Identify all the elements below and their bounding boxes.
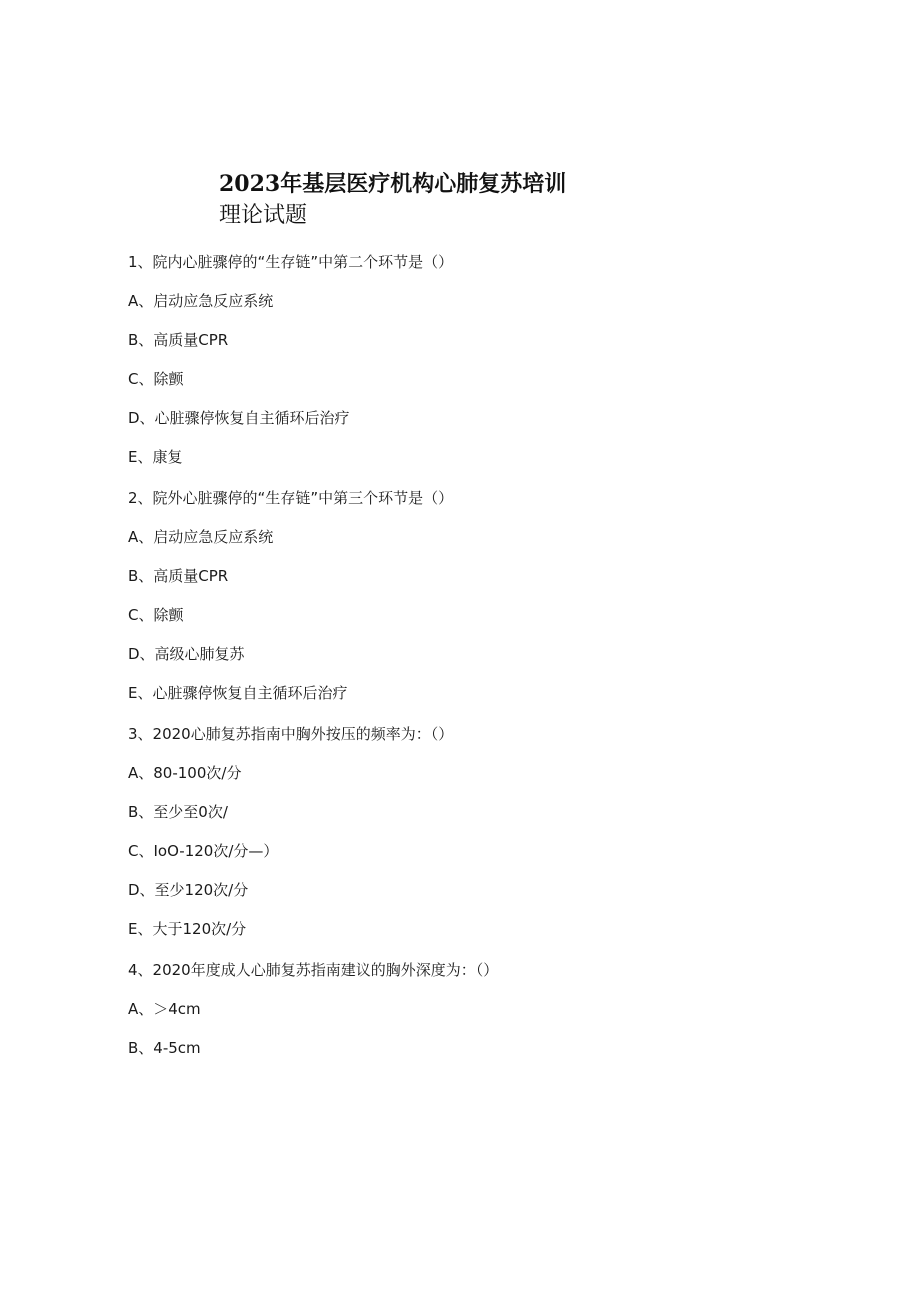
question-3 (128, 724, 828, 939)
title-line-1: 2023年基层医疗机构心肺复苏培训 (219, 171, 567, 197)
answer-option-b: B、4-5cm (128, 1039, 201, 1057)
answer-option-b: B、高质量CPR (128, 331, 229, 349)
question-stem: 1、院内心脏骤停的“生存链”中第二个环节是（） (128, 253, 454, 271)
question-list (128, 252, 828, 1079)
document-title (219, 168, 599, 232)
question-1 (128, 252, 828, 467)
question-stem: 4、2020年度成人心肺复苏指南建议的胸外深度为：（） (128, 961, 499, 979)
question-2 (128, 488, 828, 703)
answer-option-d: D、高级心肺复苏 (128, 645, 245, 663)
answer-option-c: C、IoO-120次/分—） (128, 842, 279, 860)
answer-option-c: C、除颤 (128, 606, 184, 624)
answer-option-c: C、除颤 (128, 370, 184, 388)
title-line-2: 理论试题 (219, 203, 308, 228)
answer-option-b: B、至少至0次/ (128, 803, 228, 821)
answer-option-a: A、＞4cm (128, 1000, 201, 1018)
answer-option-e: E、心脏骤停恢复自主循环后治疗 (128, 684, 348, 702)
question-stem: 2、院外心脏骤停的“生存链”中第三个环节是（） (128, 489, 454, 507)
answer-option-a: A、启动应急反应系统 (128, 528, 274, 546)
answer-option-d: D、心脏骤停恢复自主循环后治疗 (128, 409, 350, 427)
answer-option-e: E、大于120次/分 (128, 920, 247, 938)
answer-option-d: D、至少120次/分 (128, 881, 249, 899)
answer-option-e: E、康复 (128, 448, 183, 466)
question-4 (128, 960, 828, 1058)
answer-option-a: A、启动应急反应系统 (128, 292, 274, 310)
answer-option-b: B、高质量CPR (128, 567, 229, 585)
answer-option-a: A、80-100次/分 (128, 764, 242, 782)
question-stem: 3、2020心肺复苏指南中胸外按压的频率为：（） (128, 725, 454, 743)
